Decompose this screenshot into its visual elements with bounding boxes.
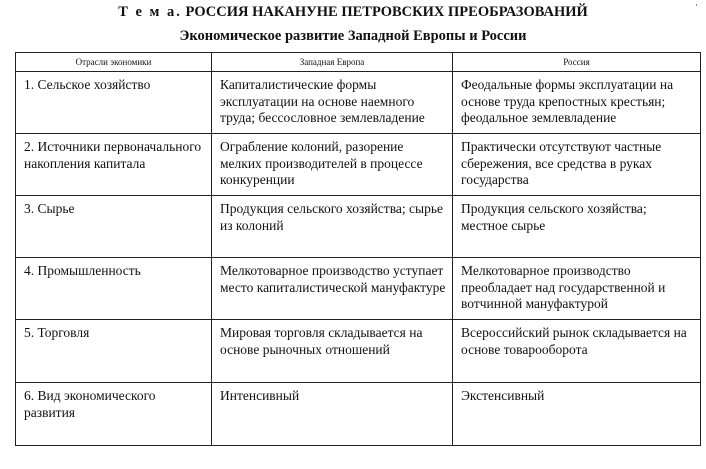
table-row xyxy=(16,383,701,446)
europe-cell: Интенсивный xyxy=(212,383,453,446)
topic-title: РОССИЯ НАКАНУНЕ ПЕТРОВСКИХ ПРЕОБРАЗОВАНИЙ xyxy=(185,4,588,20)
russia-cell: Практически отсутствуют частные сбережения, все средства в руках государства xyxy=(453,134,701,196)
table-row xyxy=(16,72,701,134)
russia-cell: Всероссийский рынок складывается на основе товарооборота xyxy=(453,320,701,383)
table-header-row xyxy=(16,53,701,72)
sector-cell: 2. Источники первоначального накопления капитала xyxy=(16,134,212,196)
russia-cell: Феодальные формы эксплуатации на основе труда крепостных крестьян; феодальное землевладение xyxy=(453,72,701,134)
sector-cell: 4. Промышленность xyxy=(16,258,212,320)
table-caption: Экономическое развитие Западной Европы и России xyxy=(179,28,527,44)
europe-cell: Мировая торговля складывается на основе рыночных отношений xyxy=(212,320,453,383)
table-row xyxy=(16,196,701,258)
sector-cell: 6. Вид экономического развития xyxy=(16,383,212,446)
russia-cell: Экстенсивный xyxy=(453,383,701,446)
topic-label: Т е м а. xyxy=(118,4,182,20)
corner-mark: · xyxy=(695,0,698,10)
sector-cell: 1. Сельское хозяйство xyxy=(16,72,212,134)
table-row xyxy=(16,320,701,383)
europe-cell: Капиталистические формы эксплуатации на основе наемного труда; бессословное землевладение xyxy=(212,72,453,134)
column-header-russia: Россия xyxy=(453,53,701,72)
russia-cell: Продукция сельского хозяйства; местное сырье xyxy=(453,196,701,258)
europe-cell: Ограбление колоний, разорение мелких производителей в процессе конкуренции xyxy=(212,134,453,196)
page-title xyxy=(0,3,706,21)
europe-cell: Продукция сельского хозяйства; сырье из колоний xyxy=(212,196,453,258)
column-header-sector: Отрасли экономики xyxy=(16,53,212,72)
sector-cell: 3. Сырье xyxy=(16,196,212,258)
comparison-table xyxy=(15,52,701,446)
column-header-europe: Западная Европа xyxy=(212,53,453,72)
europe-cell: Мелкотоварное производство уступает место капиталистической мануфактуре xyxy=(212,258,453,320)
sector-cell: 5. Торговля xyxy=(16,320,212,383)
table-row xyxy=(16,258,701,320)
table-row xyxy=(16,134,701,196)
russia-cell: Мелкотоварное производство преобладает над государственной и вотчинной мануфактурой xyxy=(453,258,701,320)
